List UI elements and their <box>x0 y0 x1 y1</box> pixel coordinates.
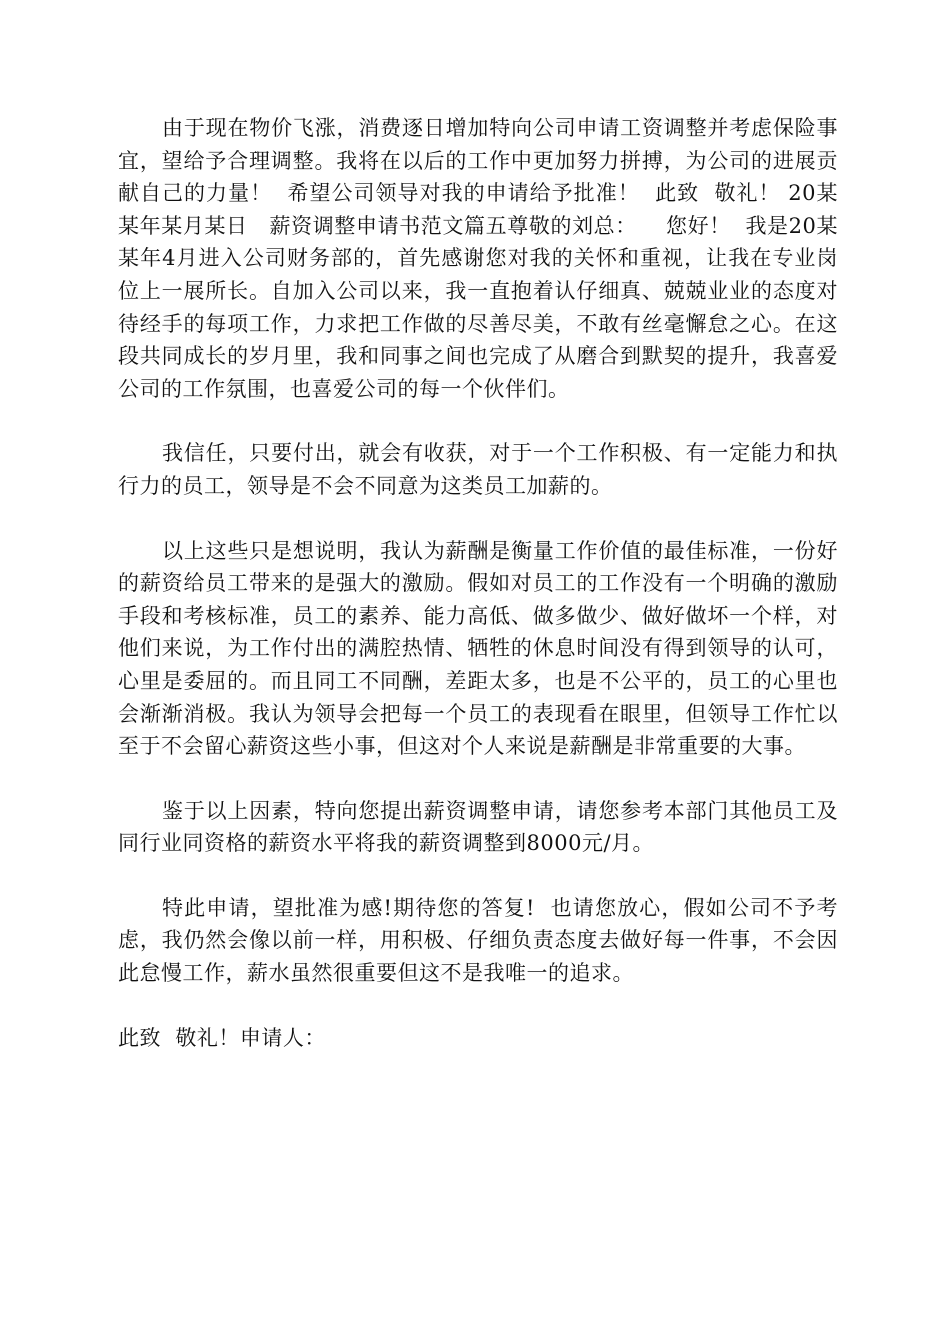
paragraph-4: 鉴于以上因素，特向您提出薪资调整申请，请您参考本部门其他员工及同行业同资格的薪资水平将我的薪资调整到8000元/月。 <box>118 798 838 856</box>
paragraph-2: 我信任，只要付出，就会有收获，对于一个工作积极、有一定能力和执行力的员工，领导是不会不同意为这类员工加薪的。 <box>118 441 838 498</box>
paragraph-3: 以上这些只是想说明，我认为薪酬是衡量工作价值的最佳标准，一份好的薪资给员工带来的是强大的激励。假如对员工的工作没有一个明确的激励手段和考核标准，员工的素养、能力高低、做多做少、做好做坏一个样，对他们来说，为工作付出的满腔热情、牺牲的休息时间没有得到领导的认可，心里是委屈的。而且同工不同酬，差距太多，也是不公平的，员工的心里也会渐渐消极。我认为领导会把每一个员工的表现看在眼里，但领导工作忙以至于不会留心薪资这些小事，但这对个人来说是薪酬是非常重要的大事。 <box>118 538 838 759</box>
closing-line: 此致 敬礼！申请人： <box>118 1025 326 1050</box>
document-body <box>118 112 838 1054</box>
paragraph-5: 特此申请，望批准为感!期待您的答复! 也请您放心，假如公司不予考虑，我仍然会像以前一样，用积极、仔细负责态度去做好每一件事，不会因此怠慢工作，薪水虽然很重要但这不是我唯一的追求。 <box>118 895 838 986</box>
paragraph-1: 由于现在物价飞涨，消费逐日增加特向公司申请工资调整并考虑保险事宜，望给予合理调整。我将在以后的工作中更加努力拼搏，为公司的进展贡献自己的力量！ 希望公司领导对我的申请给予批准！ 此致 敬礼！ 20某某年某月某日 薪资调整申请书范文篇五尊敬的刘总： 您好！ 我是20某某年4月进入公司财务部的，首先感谢您对我的关怀和重视，让我在专业岗位上一展所长。自加入公司以来，我一直抱着认仔细真、兢兢业业的态度对待经手的每项工作，力求把工作做的尽善尽美，不敢有丝毫懈怠之心。在这段共同成长的岁月里，我和同事之间也完成了从磨合到默契的提升，我喜爱公司的工作氛围，也喜爱公司的每一个伙伴们。 <box>118 116 838 401</box>
